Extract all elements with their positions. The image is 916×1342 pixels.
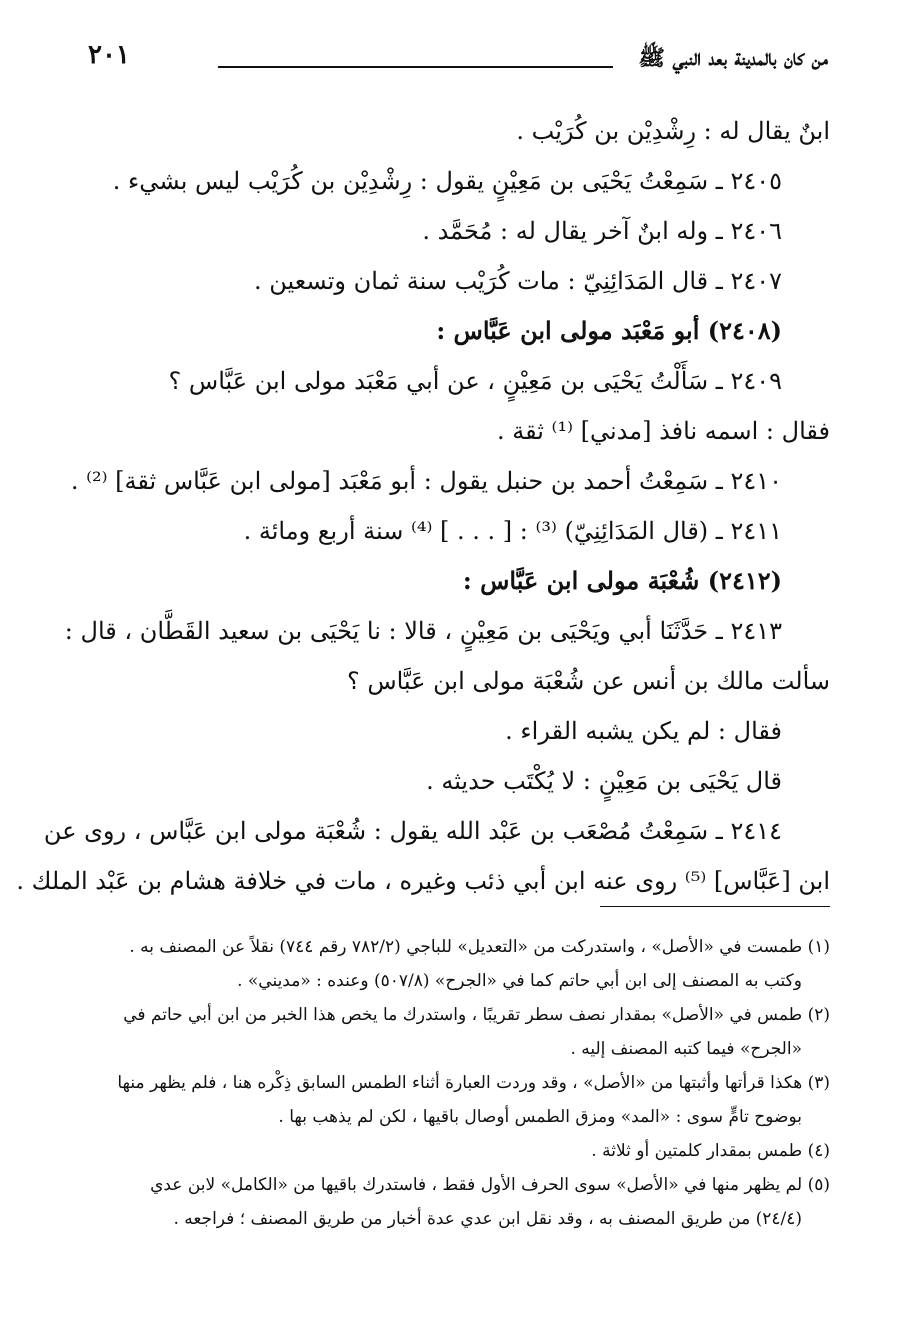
footnote-line: (٥) لم يظهر منها في «الأصل» سوى الحرف الأول فقط ، فاستدرك باقيها من «الكامل» لابن عدي — [150, 1175, 830, 1195]
page-number: ٢٠١ — [88, 40, 130, 70]
footnote-line: «الجرح» فيما كتبه المصنف إليه . — [570, 1039, 802, 1059]
footnotes — [90, 930, 830, 1236]
text-line: فقال : لم يكن يشبه القراء . — [505, 717, 782, 745]
footnote-separator — [600, 906, 830, 907]
footnote-line: (١) طمست في «الأصل» ، واستدركت من «التعديل» للباجي (٧٨٢/٢ رقم ٧٤٤) نقلاً عن المصنف به . — [129, 937, 830, 957]
text-line: ٢٤١٤ ـ سَمِعْتُ مُصْعَب بن عَبْد الله يقول : شُعْبَة مولى ابن عَبَّاس ، روى عن — [43, 817, 782, 845]
text-line: ٢٤١٣ ـ حَدَّثَنَا أبي ويَحْيَى بن مَعِيْنٍ ، قالا : نا يَحْيَى بن سعيد القَطَّان ، قال : — [64, 617, 782, 645]
footnote-line: وكتب به المصنف إلى ابن أبي حاتم كما في «الجرح» (٥٠٧/٨) وعنده : «مديني» . — [237, 971, 802, 991]
text-line: ٢٤٠٩ ـ سَأَلْتُ يَحْيَى بن مَعِيْنٍ ، عن أبي مَعْبَد مولى ابن عَبَّاس ؟ — [168, 367, 782, 395]
text-line: ٢٤١١ ـ (قال المَدَائِنِيّ) ⁽³⁾ : [ . . . ] ⁽⁴⁾ سنة أربع ومائة . — [243, 517, 782, 545]
text-line: ابنٌ يقال له : رِشْدِيْن بن كُرَيْب . — [516, 117, 830, 145]
text-line: قال يَحْيَى بن مَعِيْنٍ : لا يُكْتَب حديثه . — [426, 767, 782, 795]
footnote-line: (٢) طمس في «الأصل» بمقدار نصف سطر تقريبًا ، واستدرك ما يخص هذا الخبر من ابن أبي حاتم في — [123, 1005, 830, 1025]
text-line: فقال : اسمه نافذ [مدني] ⁽¹⁾ ثقة . — [496, 417, 830, 445]
text-line: سألت مالك بن أنس عن شُعْبَة مولى ابن عَبَّاس ؟ — [346, 667, 830, 695]
text-line: ابن [عَبَّاس] ⁽⁵⁾ روى عنه ابن أبي ذئب وغيره ، مات في خلافة هشام بن عَبْد الملك . — [16, 867, 830, 895]
footnote-line: (٣) هكذا قرأتها وأثبتها من «الأصل» ، وقد وردت العبارة أثناء الطمس السابق ذِكْره هنا ، فلم يظهر منها — [117, 1073, 830, 1093]
header-rule — [218, 66, 613, 68]
footnote-line: بوضوح تامٍّ سوى : «المد» ومزق الطمس أوصال باقيها ، لكن لم يذهب بها . — [278, 1107, 802, 1127]
text-line: ٢٤٠٧ ـ قال المَدَائِنِيّ : مات كُرَيْب سنة ثمان وتسعين . — [253, 267, 782, 295]
running-title: من كان بالمدينة بعد النبي ﷺ — [638, 45, 828, 71]
text-line: (٢٤١٢) شُعْبَة مولى ابن عَبَّاس : — [462, 566, 782, 595]
main-text — [16, 106, 830, 906]
text-line: ٢٤٠٥ ـ سَمِعْتُ يَحْيَى بن مَعِيْنٍ يقول : رِشْدِيْن بن كُرَيْب ليس بشيء . — [112, 167, 782, 195]
page-header — [88, 38, 828, 78]
footnote-line: (٤) طمس بمقدار كلمتين أو ثلاثة . — [591, 1141, 830, 1161]
text-line: (٢٤٠٨) أبو مَعْبَد مولى ابن عَبَّاس : — [436, 316, 782, 345]
text-line: ٢٤١٠ ـ سَمِعْتُ أحمد بن حنبل يقول : أبو مَعْبَد [مولى ابن عَبَّاس ثقة] ⁽²⁾ . — [70, 467, 782, 495]
text-line: ٢٤٠٦ ـ وله ابنٌ آخر يقال له : مُحَمَّد . — [422, 217, 782, 245]
footnote-line: (٢٤/٤) من طريق المصنف به ، وقد نقل ابن عدي عدة أخبار من طريق المصنف ؛ فراجعه . — [173, 1209, 802, 1229]
